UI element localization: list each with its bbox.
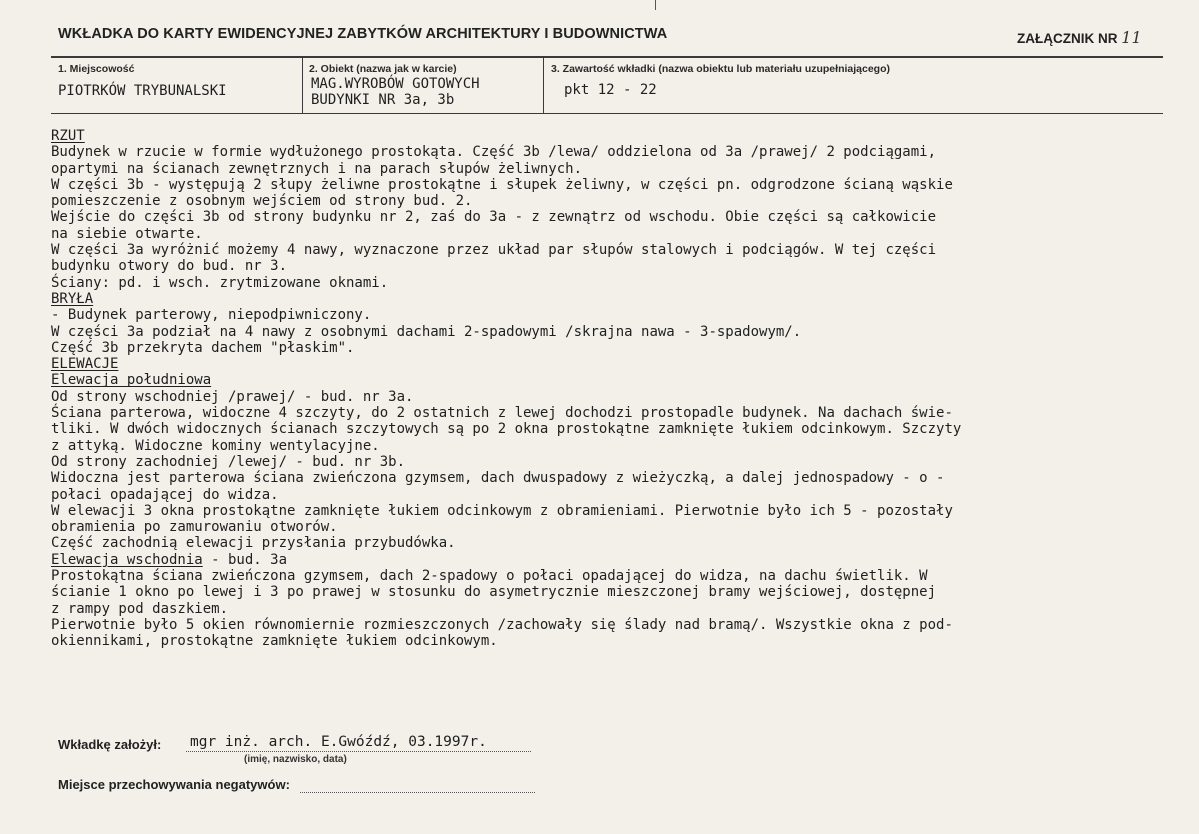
author-label: Wkładkę założył: (58, 737, 162, 752)
body-line-text: ścianie 1 okno po lewej i 3 po prawej w stosunku do asymetrycznie mieszczonej bramy wejściowej, dostępnej (51, 584, 937, 601)
body-line-text: na siebie otwarte. (51, 225, 203, 242)
body-line-text: z rampy pod daszkiem. (51, 600, 229, 617)
body-line (51, 617, 1161, 633)
body-line (51, 405, 1161, 421)
body-line-text: Część 3b przekryta dachem "płaskim". (51, 339, 355, 356)
body-line (51, 242, 1161, 258)
body-line (51, 487, 1161, 503)
body-line (51, 503, 1161, 519)
section-heading (51, 552, 1161, 568)
section-heading-text: RZUT (51, 128, 85, 144)
body-line (51, 438, 1161, 454)
body-line (51, 633, 1161, 649)
locality-value: PIOTRKÓW TRYBUNALSKI (58, 83, 227, 99)
body-line (51, 177, 1161, 193)
body-line (51, 421, 1161, 437)
field-divider-2 (543, 57, 544, 114)
object-value-line1: MAG.WYROBÓW GOTOWYCH (311, 76, 480, 92)
card-title: WKŁADKA DO KARTY EWIDENCYJNEJ ZABYTKÓW ARCHITEKTURY I BUDOWNICTWA (58, 26, 668, 42)
section-heading (51, 291, 1161, 307)
body-line (51, 470, 1161, 486)
section-heading-suffix: - bud. 3a (202, 551, 288, 568)
body-line-text: połaci opadającej do widza. (51, 486, 279, 503)
body-line-text: Część zachodnią elewacji przysłania przybudówka. (51, 535, 456, 552)
body-line (51, 340, 1161, 356)
section-heading-text: BRYŁA (51, 290, 94, 307)
body-line-text: Ściany: pd. i wsch. zrytmizowane oknami. (51, 274, 389, 291)
body-line-text: tliki. W dwóch widocznych ścianach szczytowych są po 2 okna prostokątne zamknięte łukiem odcinkowym. Szczyty (51, 421, 962, 438)
negatives-dotted-line (300, 792, 535, 793)
body-line (51, 144, 1161, 160)
body-line-text: Od strony zachodniej /lewej/ - bud. nr 3b. (51, 453, 406, 470)
top-tick-mark (655, 0, 656, 10)
contents-value: pkt 12 - 22 (564, 82, 657, 98)
contents-label: 3. Zawartość wkładki (nazwa obiektu lub materiału uzupełniającego) (551, 63, 890, 75)
body-line (51, 307, 1161, 323)
locality-label: 1. Miejscowość (58, 63, 135, 75)
body-line-text: opartymi na ścianach zewnętrznych i na parach słupów żeliwnych. (51, 160, 583, 177)
body-line-text: okiennikami, prostokątne zamknięte łukiem odcinkowym. (51, 633, 498, 650)
body-line (51, 161, 1161, 177)
body-line (51, 584, 1161, 600)
body-line (51, 601, 1161, 617)
object-value-line2: BUDYNKI NR 3a, 3b (311, 92, 455, 108)
section-heading (51, 356, 1161, 372)
body-line (51, 535, 1161, 551)
author-dotted-line (186, 751, 531, 752)
body-line (51, 193, 1161, 209)
header-bottom-rule (51, 113, 1163, 114)
section-heading-text: Elewacja wschodnia (51, 551, 203, 568)
author-value: mgr inż. arch. E.Gwóźdź, 03.1997r. (190, 734, 487, 750)
body-line-text: obramienia po zamurowaniu otworów. (51, 519, 338, 536)
body-line (51, 258, 1161, 274)
body-line-text: z attyką. Widoczne kominy wentylacyjne. (51, 437, 380, 454)
body-line-text: Pierwotnie było 5 okien równomiernie rozmieszczonych /zachowały się ślady nad bramą/. Wszystkie okna z pod- (51, 616, 953, 633)
negatives-label: Miejsce przechowywania negatywów: (58, 777, 290, 792)
attachment-label: ZAŁĄCZNIK NR (1017, 31, 1118, 46)
body-line (51, 519, 1161, 535)
body-line (51, 209, 1161, 225)
section-heading-text: Elewacja południowa (51, 372, 212, 389)
body-line-text: Widoczna jest parterowa ściana zwieńczona gzymsem, dach dwuspadowy z wieżyczką, a dalej jednospadowy - o - (51, 470, 945, 487)
body-line-text: Wejście do części 3b od strony budynku nr 2, zaś do 3a - z zewnątrz od wschodu. Obie części są całkowicie (51, 209, 937, 226)
body-line (51, 389, 1161, 405)
section-heading (51, 372, 1161, 388)
body-line-text: - Budynek parterowy, niepodpiwniczony. (51, 307, 372, 324)
body-line-text: W części 3a podział na 4 nawy z osobnymi dachami 2-spadowymi /skrajna nawa - 3-spadowym/. (51, 323, 802, 340)
body-line-text: budynku otwory do bud. nr 3. (51, 258, 288, 275)
body-line-text: W elewacji 3 okna prostokątne zamknięte łukiem odcinkowym z obramieniami. Pierwotnie było ich 5 - pozostały (51, 502, 953, 519)
object-label: 2. Obiekt (nazwa jak w karcie) (309, 63, 457, 75)
body-line-text: Ściana parterowa, widoczne 4 szczyty, do 2 ostatnich z lewej dochodzi prostopadle budynek. Na dachach świe- (51, 405, 953, 422)
body-line (51, 568, 1161, 584)
attachment-number (1017, 28, 1142, 47)
body-line-text: W części 3a wyróżnić możemy 4 nawy, wyznaczone przez układ par słupów stalowych i podciągów. W tej części (51, 242, 937, 259)
field-divider-1 (302, 57, 303, 114)
body-line (51, 226, 1161, 242)
typed-description (51, 128, 1161, 650)
author-caption: (imię, nazwisko, data) (244, 754, 347, 765)
body-line-text: Prostokątna ściana zwieńczona gzymsem, dach 2-spadowy o połaci opadającej do widza, na dachu świetlik. W (51, 568, 928, 585)
body-line (51, 454, 1161, 470)
attachment-number-handwritten: 11 (1121, 28, 1142, 47)
header-top-rule (51, 56, 1163, 58)
section-heading (51, 128, 1161, 144)
body-line (51, 275, 1161, 291)
body-line-text: Od strony wschodniej /prawej/ - bud. nr 3a. (51, 388, 414, 405)
section-heading-text: ELEWACJE (51, 356, 119, 373)
body-line-text: W części 3b - występują 2 słupy żeliwne prostokątne i słupek żeliwny, w części pn. odgrodzone ścianą wąskie (51, 176, 953, 193)
body-line (51, 324, 1161, 340)
body-line-text: Budynek w rzucie w formie wydłużonego prostokąta. Część 3b /lewa/ oddzielona od 3a /prawej/ 2 podciągami, (51, 144, 937, 161)
body-line-text: pomieszczenie z osobnym wejściem od strony bud. 2. (51, 193, 473, 210)
